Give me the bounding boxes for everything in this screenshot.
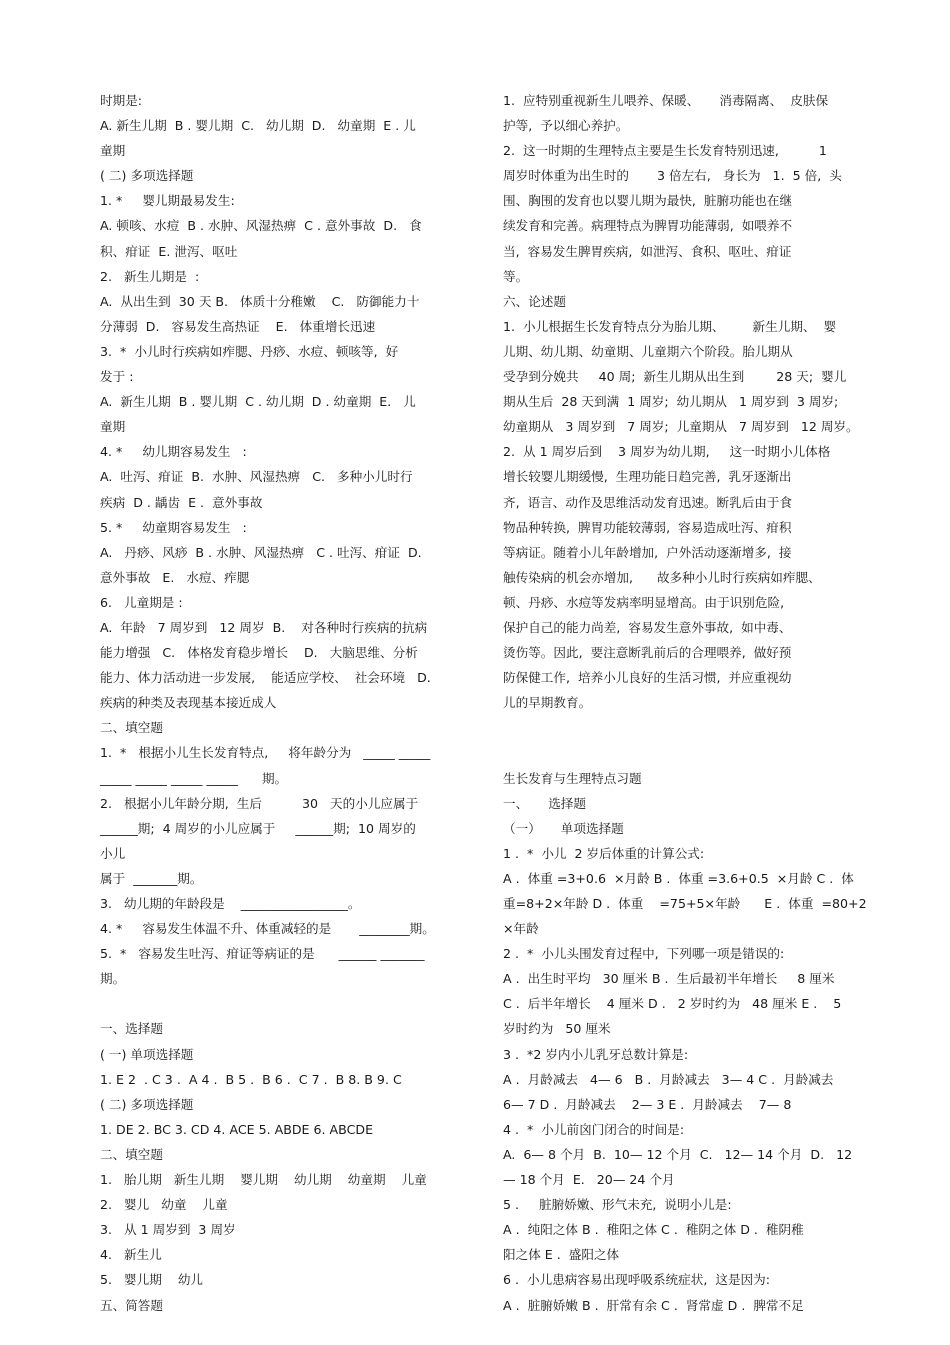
text-line: A. 顿咳、水痘 B . 水肿、风湿热痹 C . 意外事故 D. 食 [100,218,422,234]
text-line: A . 月龄减去 4— 6 B . 月龄减去 3— 4 C . 月龄减去 [503,1071,834,1087]
text-line: 防保健工作, 培养小儿良好的生活习惯, 并应重视幼 [503,670,792,686]
text-line: 2. 从 1 周岁后到 3 周岁为幼儿期, 这一时期小儿体格 [503,444,831,460]
text-line: 期从生后 28 天到满 1 周岁; 幼儿期从 1 周岁到 3 周岁; [503,394,839,410]
text-line: 1 . * 小儿 2 岁后体重的计算公式: [503,845,705,861]
text-line: 5 . 脏腑娇嫩、形气未充, 说明小儿是: [503,1197,732,1213]
text-line: 1. E 2 . C 3 . A 4 . B 5 . B 6 . C 7 . B 8. B 9. C [100,1071,402,1087]
text-line: 4. * 幼儿期容易发生 : [100,444,247,460]
text-line: 护等, 予以细心养护。 [503,118,629,134]
text-line: A. 新生儿期 B . 婴儿期 C. 幼儿期 D. 幼童期 E . 儿 [100,118,416,134]
text-line: 2 . * 小儿头围发育过程中, 下列哪一项是错误的: [503,946,785,962]
text-line: 二、填空题 [100,1146,163,1162]
text-line: 齐, 语言、动作及思维活动发育迅速。断乳后由于食 [503,494,793,510]
text-line: ( 二) 多项选择题 [100,1096,194,1112]
text-line: 6— 7 D . 月龄减去 2— 3 E . 月龄减去 7— 8 [503,1096,792,1112]
text-line: 小儿 [100,845,126,861]
text-line: 增长较婴儿期缓慢, 生理功能日趋完善, 乳牙逐渐出 [503,469,792,485]
text-line: A . 纯阳之体 B . 稚阳之体 C . 稚阴之体 D . 稚阴稚 [503,1222,804,1238]
text-line: 阳之体 E . 盛阳之体 [503,1247,620,1263]
text-line: ( 二) 多项选择题 [100,168,194,184]
text-line: A. 丹痧、风痧 B . 水肿、风湿热痹 C . 吐泻、疳证 D. [100,544,422,560]
text-line: 1. * 根据小儿生长发育特点, 将年龄分为 _____ _____ [100,745,431,761]
text-line: 5. * 幼童期容易发生 : [100,519,247,535]
text-line: 3. 幼儿期的年龄段是 _________________。 [100,896,361,911]
text-line: 发于 : [100,369,134,385]
blank-line [100,991,435,1016]
text-line: 属于 _______期。 [100,870,203,886]
text-line: 1. 小儿根据生长发育特点分为胎儿期、 新生儿期、 婴 [503,318,837,334]
text-line: 积、疳证 E. 泄泻、呕吐 [100,243,238,259]
text-line: 疾病的种类及表现基本接近成人 [100,695,277,711]
text-line: （一） 单项选择题 [503,820,624,836]
text-line: 能力增强 C. 体格发育稳步增长 D. 大脑思维、分析 [100,645,418,661]
text-line: 物品种转换, 脾胃功能较薄弱, 容易造成吐泻、疳积 [503,519,792,535]
text-line: 童期 [100,419,126,435]
text-line: 1. 应特别重视新生儿喂养、保暖、 消毒隔离、 皮肤保 [503,93,829,108]
text-line: 1. * 婴儿期最易发生: [100,193,235,209]
text-line: 当, 容易发生脾胃疾病, 如泄泻、食积、呕吐、疳证 [503,243,792,259]
right-column [503,88,867,1318]
text-line: 受孕到分娩共 40 周; 新生儿期从出生到 28 天; 婴儿 [503,369,847,385]
text-line: A. 从出生到 30 天 B. 体质十分稚嫩 C. 防御能力十 [100,293,420,309]
text-line: 触传染病的机会亦增加, 故多种小儿时行疾病如痄腮、 [503,569,821,585]
text-line: ( 一) 单项选择题 [100,1046,194,1062]
text-line: 顿、丹痧、水痘等发病率明显增高。由于识别危险, [503,594,785,610]
text-line: ×年龄 [503,921,539,937]
text-line: 5. * 容易发生吐泻、疳证等病证的是 ______ _______ [100,946,425,962]
text-line: 3. * 小儿时行疾病如痄腮、丹痧、水痘、顿咳等, 好 [100,343,399,359]
blank-line [503,740,838,765]
text-line: 一、 选择题 [503,795,586,811]
text-line: 分薄弱 D. 容易发生高热证 E. 体重增长迅速 [100,318,376,334]
text-line: 烫伤等。因此, 要注意断乳前后的合理喂养, 做好预 [503,645,792,661]
text-line: 2. 根据小儿年龄分期, 生后 30 天的小儿应属于 [100,795,419,811]
text-line: 2. 这一时期的生理特点主要是生长发育特别迅速, 1 [503,143,827,159]
text-line: 二、填空题 [100,720,163,736]
text-line: A. 年龄 7 周岁到 12 周岁 B. 对各种时行疾病的抗病 [100,619,428,635]
text-line: 2. 新生儿期是 : [100,268,200,284]
text-line: C . 后半年增长 4 厘米 D . 2 岁时约为 48 厘米 E . 5 [503,996,842,1012]
text-line: 能力、体力活动进一步发展, 能适应学校、 社会环境 D. [100,670,431,686]
text-line: 儿期、幼儿期、幼童期、儿童期六个阶段。胎儿期从 [503,343,793,359]
text-line: 4. 新生儿 [100,1247,162,1263]
text-line: A. 6— 8 个月 B. 10— 12 个月 C. 12— 14 个月 D. 12 [503,1146,853,1162]
text-line: 5. 婴儿期 幼儿 [100,1272,204,1288]
text-line: 时期是: [100,93,143,108]
text-line: A . 出生时平均 30 厘米 B . 生后最初半年增长 8 厘米 [503,971,835,987]
text-line: 6 . 小儿患病容易出现呼吸系统症状, 这是因为: [503,1272,770,1288]
text-line: 4 . * 小儿前囟门闭合的时间是: [503,1121,685,1137]
blank-line [503,715,838,740]
text-line: 六、论述题 [503,293,566,309]
text-line: A. 吐泻、疳证 B. 水肿、风湿热痹 C. 多种小儿时行 [100,469,413,485]
text-line: 疾病 D . 龋齿 E . 意外事故 [100,494,263,510]
text-line: 围、胸围的发育也以婴儿期为最快, 脏腑功能也在继 [503,193,793,209]
text-line: — 18 个月 E. 20— 24 个月 [503,1172,675,1188]
text-line: 等。 [503,268,529,284]
text-line: 4. * 容易发生体温不升、体重减轻的是 ________期。 [100,921,435,937]
text-line: ______期; 4 周岁的小儿应属于 ______期; 10 周岁的 [100,820,416,836]
text-line: 保护自己的能力尚差, 容易发生意外事故, 如中毒、 [503,619,792,635]
text-line: 1. DE 2. BC 3. CD 4. ACE 5. ABDE 6. ABCDE [100,1121,374,1137]
text-line: _____ _____ _____ _____ 期。 [100,770,288,786]
left-column [100,88,435,1318]
text-line: 等病证。随着小儿年龄增加, 户外活动逐渐增多, 接 [503,544,792,560]
text-line: 2. 婴儿 幼童 儿童 [100,1197,228,1213]
text-line: 3 . *2 岁内小儿乳牙总数计算是: [503,1046,689,1062]
text-line: 续发育和完善。病理特点为脾胃功能薄弱, 如喂养不 [503,218,793,234]
text-line: 幼童期从 3 周岁到 7 周岁; 儿童期从 7 周岁到 12 周岁。 [503,419,859,435]
text-line: 1. 胎儿期 新生儿期 婴儿期 幼儿期 幼童期 儿童 [100,1172,427,1188]
text-line: 岁时约为 50 厘米 [503,1021,611,1037]
text-line: 6. 儿童期是 : [100,594,183,610]
text-line: 重=8+2×年龄 D . 体重 =75+5×年龄 E . 体重 =80+2 [503,896,867,911]
text-line: 童期 [100,143,126,159]
text-line: 生长发育与生理特点习题 [503,770,642,786]
text-line: 一、选择题 [100,1021,163,1037]
text-line: 期。 [100,971,126,987]
text-line: A . 脏腑娇嫩 B . 肝常有余 C . 肾常虚 D . 脾常不足 [503,1297,804,1313]
text-line: A. 新生儿期 B . 婴儿期 C . 幼儿期 D . 幼童期 E. 儿 [100,394,416,410]
text-line: 意外事故 E. 水痘、痄腮 [100,569,250,585]
text-line: A . 体重 =3+0.6 ×月龄 B . 体重 =3.6+0.5 ×月龄 C . 体 [503,870,854,886]
text-line: 五、简答题 [100,1297,163,1313]
text-line: 3. 从 1 周岁到 3 周岁 [100,1222,236,1238]
text-line: 儿的早期教育。 [503,695,592,711]
text-line: 周岁时体重为出生时的 3 倍左右, 身长为 1. 5 倍, 头 [503,168,842,184]
